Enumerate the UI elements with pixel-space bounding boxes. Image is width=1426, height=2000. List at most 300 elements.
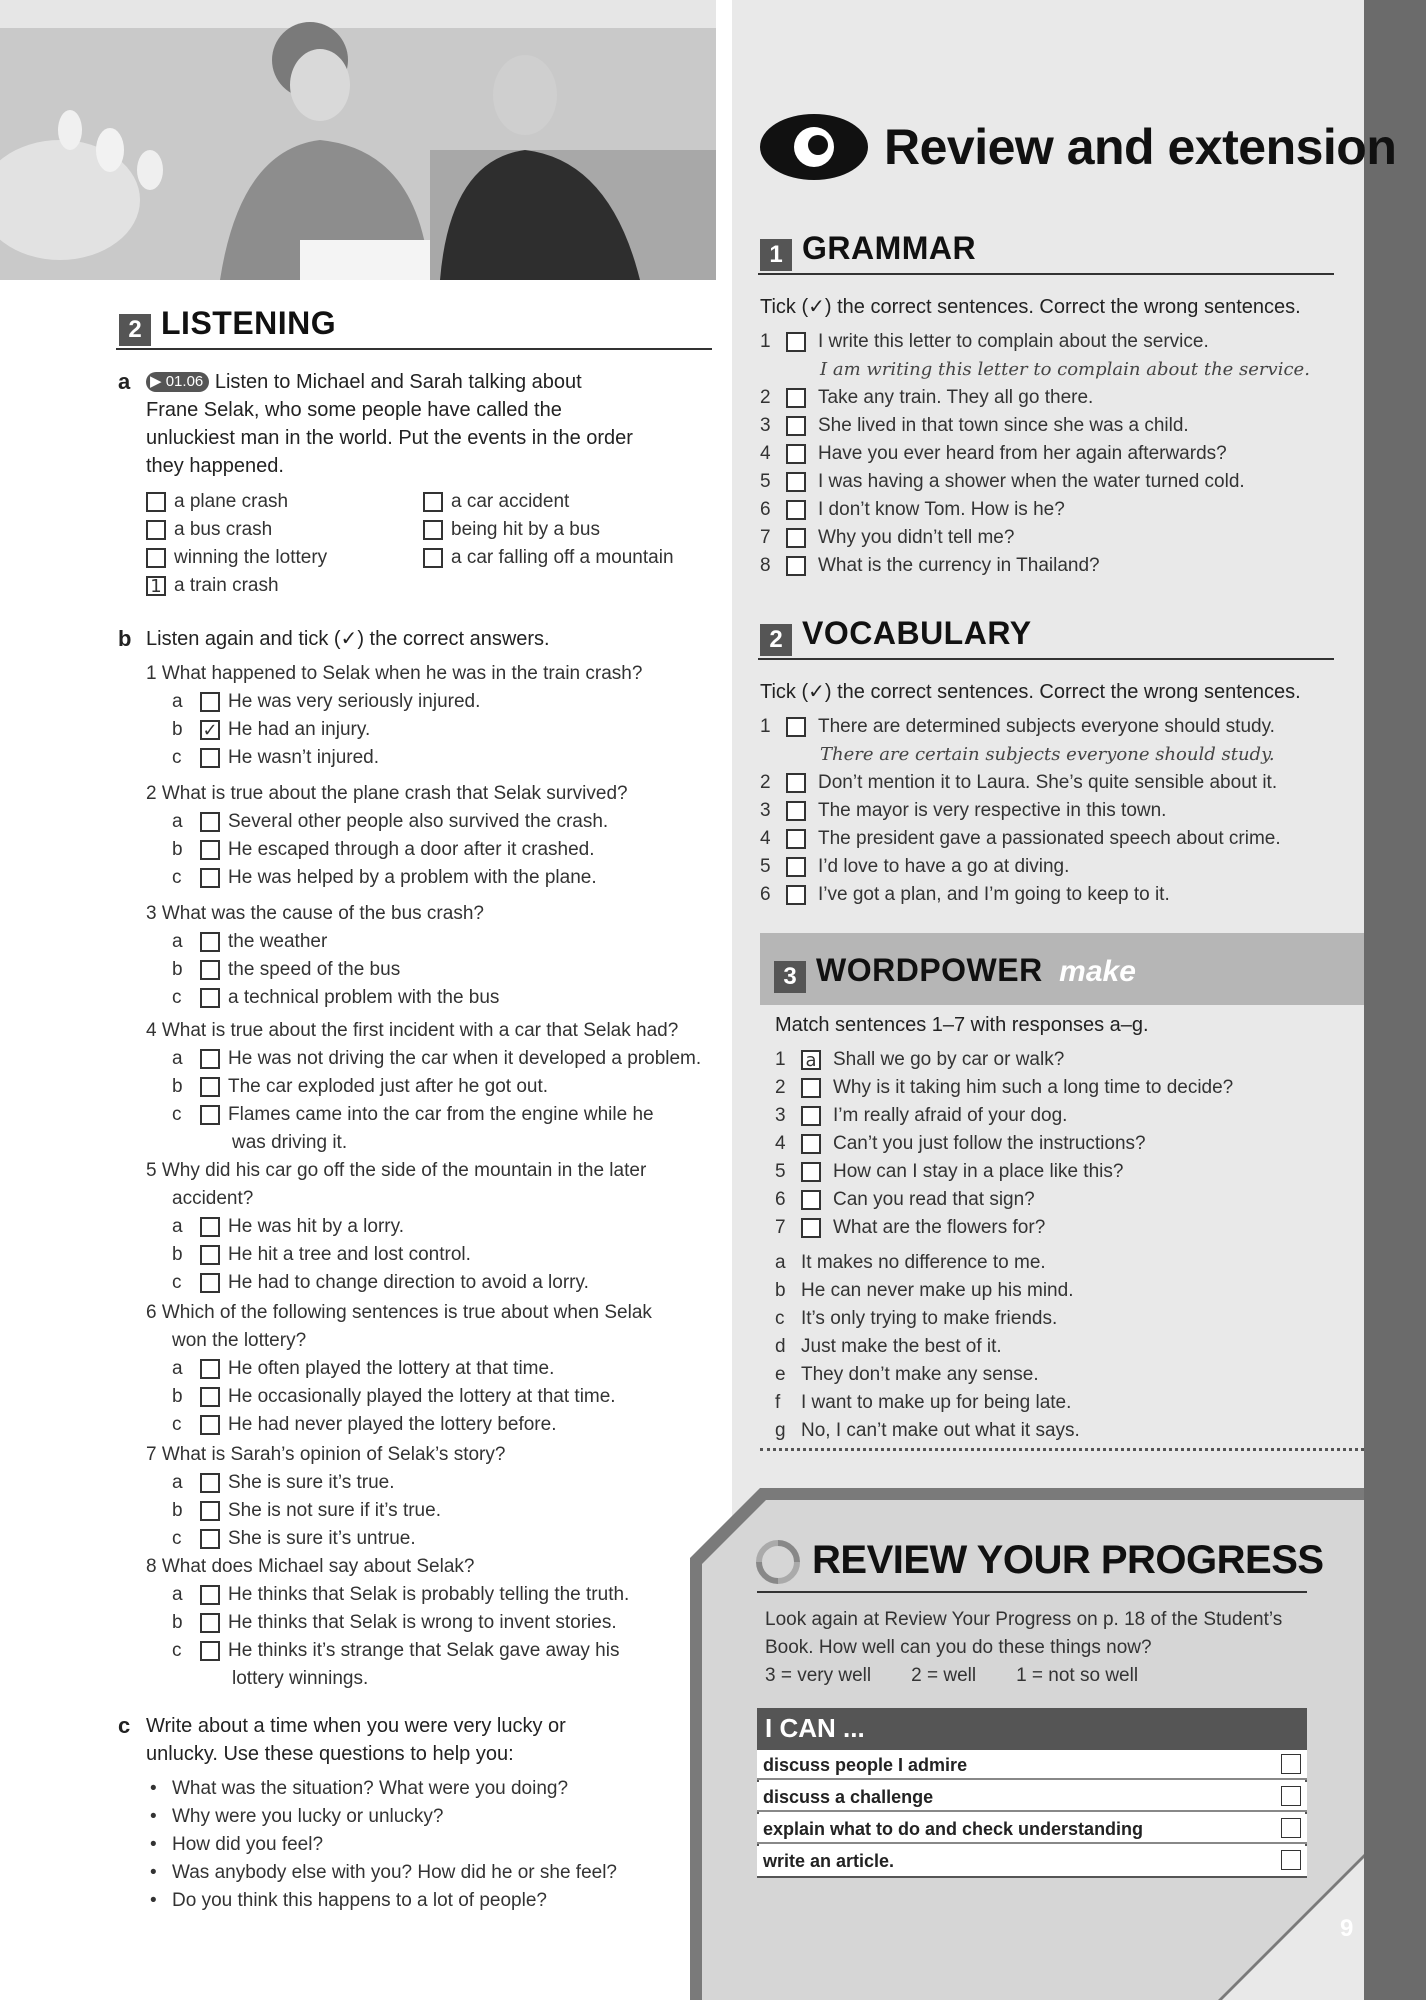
answer-checkbox[interactable] [786, 857, 806, 877]
item-number: 5 [760, 856, 771, 877]
sentence-text: The mayor is very respective in this town. [818, 800, 1167, 821]
sentence-item [760, 825, 1281, 853]
answer-option [172, 1073, 548, 1101]
section-rule [758, 658, 1334, 660]
option-text: He occasionally played the lottery at that time. [228, 1386, 616, 1407]
response-item [775, 1249, 1046, 1277]
event-item [423, 516, 600, 544]
answer-checkbox[interactable] [786, 829, 806, 849]
question-text: 2 What is true about the plane crash that Selak survived? [146, 783, 628, 804]
answer-option [172, 1469, 395, 1497]
answer-option [172, 928, 327, 956]
answer-checkbox[interactable] [786, 332, 806, 352]
response-letter: d [775, 1336, 786, 1357]
item-number: 4 [760, 828, 771, 849]
ican-item [757, 1814, 1307, 1844]
sentence-text: What is the currency in Thailand? [818, 555, 1100, 576]
section-number: 2 [760, 624, 792, 656]
sentence-text: Why you didn’t tell me? [818, 527, 1015, 548]
bullet-icon: • [150, 1862, 157, 1883]
section-rule [116, 348, 712, 350]
refresh-icon [753, 1537, 803, 1592]
answer-checkbox[interactable]: ✓ [200, 720, 220, 740]
answer-option [172, 1525, 416, 1553]
event-text: a car falling off a mountain [451, 547, 674, 568]
event-text: a car accident [451, 491, 570, 512]
answer-checkbox[interactable] [786, 556, 806, 576]
event-item [146, 516, 272, 544]
sentence-item [760, 881, 1170, 909]
answer-option [172, 1383, 616, 1411]
option-text: He hit a tree and lost control. [228, 1244, 471, 1265]
answer-option [172, 744, 379, 772]
answer-box[interactable]: a [801, 1050, 821, 1070]
sentence-item [760, 524, 1014, 552]
response-letter: g [775, 1420, 786, 1441]
answer-checkbox[interactable] [200, 812, 220, 832]
match-item [775, 1130, 1146, 1158]
answer-checkbox[interactable] [200, 1613, 220, 1633]
answer-option [172, 1637, 619, 1665]
answer-box[interactable] [801, 1078, 821, 1098]
ican-item [757, 1846, 1307, 1876]
question-text: 7 What is Sarah’s opinion of Selak’s story? [146, 1444, 506, 1465]
option-text: He had to change direction to avoid a lorry. [228, 1272, 589, 1293]
ican-item [757, 1782, 1307, 1812]
option-letter: a [172, 691, 183, 712]
sentence-text: How can I stay in a place like this? [833, 1161, 1124, 1182]
audio-badge[interactable]: ▶ 01.06 [146, 372, 209, 392]
answer-checkbox[interactable] [200, 1501, 220, 1521]
answer-checkbox[interactable] [786, 528, 806, 548]
option-letter: b [172, 1076, 183, 1097]
event-item [423, 488, 569, 516]
option-letter: b [172, 1386, 183, 1407]
item-number: 8 [760, 555, 771, 576]
option-text: He thinks that Selak is probably telling the truth. [228, 1584, 630, 1605]
review-header [758, 112, 870, 182]
bullet-text: Was anybody else with you? How did he or she feel? [172, 1862, 617, 1883]
answer-option [172, 1609, 617, 1637]
answer-box[interactable] [801, 1162, 821, 1182]
answer-box[interactable] [801, 1218, 821, 1238]
option-letter: a [172, 1472, 183, 1493]
sentence-text: There are determined subjects everyone should study. [818, 716, 1275, 737]
sentence-text: I’m really afraid of your dog. [833, 1105, 1068, 1126]
item-number: 2 [760, 772, 771, 793]
question-text: 3 What was the cause of the bus crash? [146, 903, 484, 924]
item-number: 5 [760, 471, 771, 492]
part-a-instruction: ▶ 01.06 Listen to Michael and Sarah talking about Frane Selak, who some people have called the unluckiest man in the world. Put the events in the order they happened. [146, 371, 633, 477]
option-text: He thinks that Selak is wrong to invent stories. [228, 1612, 617, 1633]
match-item [775, 1186, 1035, 1214]
answer-checkbox[interactable] [200, 1077, 220, 1097]
answer-option [172, 1269, 589, 1297]
answer-checkbox[interactable] [200, 1217, 220, 1237]
vocabulary-heading [760, 615, 1032, 656]
sentence-item [760, 496, 1065, 524]
match-item [775, 1158, 1123, 1186]
answer-checkbox[interactable] [200, 1049, 220, 1069]
ican-checkbox[interactable] [1281, 1754, 1301, 1774]
section-rule [758, 273, 1334, 275]
bullet-icon: • [150, 1806, 157, 1827]
match-item [775, 1046, 1064, 1074]
answer-option [172, 1411, 556, 1439]
play-icon: ▶ [150, 373, 162, 390]
answer-checkbox[interactable] [423, 520, 443, 540]
answer-checkbox[interactable] [200, 1105, 220, 1125]
event-text: a bus crash [174, 519, 273, 540]
item-number: 7 [775, 1217, 786, 1238]
option-letter: c [172, 747, 182, 768]
option-letter: b [172, 839, 183, 860]
answer-checkbox[interactable] [200, 1641, 220, 1661]
sentence-text: I’d love to have a go at diving. [818, 856, 1070, 877]
option-text: He was not driving the car when it developed a problem. [228, 1048, 702, 1069]
option-text: She is not sure if it’s true. [228, 1500, 441, 1521]
option-letter: c [172, 1104, 182, 1125]
answer-checkbox[interactable] [200, 960, 220, 980]
answer-checkbox[interactable] [200, 748, 220, 768]
section-title: VOCABULARY [802, 615, 1032, 651]
sentence-item [760, 797, 1166, 825]
wordpower-word: make [1059, 955, 1136, 988]
option-text: He was very seriously injured. [228, 691, 481, 712]
answer-checkbox[interactable] [200, 932, 220, 952]
option-letter: b [172, 1500, 183, 1521]
answer-checkbox[interactable] [200, 868, 220, 888]
answer-checkbox[interactable] [146, 548, 166, 568]
option-text: He wasn’t injured. [228, 747, 380, 768]
bullet-icon: • [150, 1834, 157, 1855]
event-item [146, 488, 288, 516]
answer-option [172, 716, 370, 744]
ican-header: I CAN ... [757, 1708, 1307, 1748]
progress-scale: 3 = very well 2 = well 1 = not so well [765, 1665, 1139, 1686]
question-text: 5 Why did his car go off the side of the mountain in the later [146, 1160, 647, 1181]
item-number: 4 [760, 443, 771, 464]
item-number: 2 [775, 1077, 786, 1098]
sentence-text: Can’t you just follow the instructions? [833, 1133, 1146, 1154]
response-item [775, 1389, 1071, 1417]
item-number: 6 [760, 884, 771, 905]
ican-checkbox[interactable] [1281, 1850, 1301, 1870]
item-number: 5 [775, 1161, 786, 1182]
response-item [775, 1333, 1002, 1361]
response-letter: b [775, 1280, 786, 1301]
option-text-cont: lottery winnings. [232, 1668, 369, 1689]
response-item [775, 1305, 1057, 1333]
section-title: GRAMMAR [802, 230, 977, 266]
option-letter: b [172, 1244, 183, 1265]
sentence-text: I don’t know Tom. How is he? [818, 499, 1065, 520]
answer-checkbox[interactable] [786, 416, 806, 436]
response-item [775, 1361, 1039, 1389]
response-letter: e [775, 1364, 786, 1385]
wordpower-instruction: Match sentences 1–7 with responses a–g. [775, 1014, 1149, 1036]
bullet-item [150, 1803, 443, 1831]
answer-option [172, 1355, 554, 1383]
eye-logo-icon [758, 112, 870, 182]
part-b-letter: b [118, 626, 132, 651]
bullet-item [150, 1831, 323, 1859]
answer-checkbox[interactable] [200, 692, 220, 712]
option-letter: a [172, 931, 183, 952]
sentence-text: I was having a shower when the water turned cold. [818, 471, 1245, 492]
question-text: 8 What does Michael say about Selak? [146, 1556, 475, 1577]
answer-box[interactable] [801, 1190, 821, 1210]
answer-checkbox[interactable] [200, 1387, 220, 1407]
item-number: 6 [760, 499, 771, 520]
option-text: a technical problem with the bus [228, 987, 500, 1008]
option-letter: b [172, 719, 183, 740]
sentence-text: Can you read that sign? [833, 1189, 1035, 1210]
response-text: It makes no difference to me. [801, 1252, 1046, 1273]
answer-checkbox[interactable]: 1 [146, 576, 166, 596]
answer-option [172, 956, 400, 984]
ican-item [757, 1750, 1307, 1780]
section-title: WORDPOWER [816, 952, 1043, 988]
answer-checkbox[interactable] [786, 801, 806, 821]
sentence-text: I’ve got a plan, and I’m going to keep to it. [818, 884, 1170, 905]
event-item [146, 544, 327, 572]
answer-checkbox[interactable] [200, 1273, 220, 1293]
part-c-instruction: Write about a time when you were very lucky or unlucky. Use these questions to help you: [146, 1715, 566, 1765]
answer-option [172, 1581, 629, 1609]
response-text: He can never make up his mind. [801, 1280, 1074, 1301]
progress-title: REVIEW YOUR PROGRESS [812, 1538, 1324, 1582]
option-letter: c [172, 1640, 182, 1661]
option-text: The car exploded just after he got out. [228, 1076, 549, 1097]
answer-option [172, 836, 595, 864]
option-text: He often played the lottery at that time. [228, 1358, 555, 1379]
option-text-cont: was driving it. [232, 1132, 348, 1153]
option-text: Several other people also survived the crash. [228, 811, 609, 832]
option-text: He had an injury. [228, 719, 371, 740]
bullet-item [150, 1887, 547, 1915]
answer-checkbox[interactable] [786, 444, 806, 464]
event-item [146, 572, 279, 600]
answer-checkbox[interactable] [786, 472, 806, 492]
answer-checkbox[interactable] [200, 1585, 220, 1605]
section-rule [757, 1591, 1307, 1593]
answer-option [172, 1241, 471, 1269]
option-text: He escaped through a door after it crashed. [228, 839, 595, 860]
response-text: They don’t make any sense. [801, 1364, 1039, 1385]
section-number: 1 [760, 239, 792, 271]
answer-option [172, 864, 597, 892]
question-text-cont: won the lottery? [172, 1330, 307, 1351]
option-letter: b [172, 1612, 183, 1633]
sentence-item [760, 769, 1277, 797]
part-c-letter: c [118, 1713, 131, 1738]
match-item [775, 1214, 1045, 1242]
item-number: 1 [760, 331, 771, 352]
sentence-text: Have you ever heard from her again afterwards? [818, 443, 1227, 464]
answer-checkbox[interactable] [200, 988, 220, 1008]
answer-checkbox[interactable] [200, 1359, 220, 1379]
item-number: 1 [775, 1049, 786, 1070]
bullet-text: Why were you lucky or unlucky? [172, 1806, 444, 1827]
answer-checkbox[interactable] [200, 1529, 220, 1549]
item-number: 3 [760, 415, 771, 436]
response-letter: a [775, 1252, 786, 1273]
answer-checkbox[interactable] [423, 492, 443, 512]
option-letter: b [172, 959, 183, 980]
answer-checkbox[interactable] [786, 773, 806, 793]
option-letter: c [172, 867, 182, 888]
response-letter: f [775, 1392, 781, 1413]
bullet-text: Do you think this happens to a lot of people? [172, 1890, 547, 1911]
event-item [423, 544, 674, 572]
option-letter: c [172, 1528, 182, 1549]
review-title: Review and extension [884, 119, 1397, 175]
response-text: It’s only trying to make friends. [801, 1308, 1058, 1329]
ican-text: write an article. [763, 1851, 895, 1871]
option-text: He thinks it’s strange that Selak gave away his [228, 1640, 620, 1661]
item-number: 2 [760, 387, 771, 408]
answer-checkbox[interactable] [200, 1245, 220, 1265]
bullet-item [150, 1775, 568, 1803]
ican-text: discuss a challenge [763, 1787, 934, 1807]
question-text: 4 What is true about the first incident with a car that Selak had? [146, 1020, 679, 1041]
ican-text: explain what to do and check understanding [763, 1819, 1144, 1839]
option-letter: a [172, 1216, 183, 1237]
event-text: a plane crash [174, 491, 289, 512]
ican-text: discuss people I admire [763, 1755, 968, 1775]
response-item [775, 1277, 1073, 1305]
sentence-text: Don’t mention it to Laura. She’s quite sensible about it. [818, 772, 1278, 793]
section-number: 2 [119, 314, 151, 346]
option-letter: c [172, 1414, 182, 1435]
answer-option [172, 688, 480, 716]
sentence-item [760, 468, 1245, 496]
sentence-item [760, 384, 1093, 412]
question-text-cont: accident? [172, 1188, 254, 1209]
option-text: He was hit by a lorry. [228, 1216, 404, 1237]
option-letter: a [172, 1358, 183, 1379]
answer-option [172, 1497, 441, 1525]
progress-text: Look again at Review Your Progress on p. 18 of the Student’s Book. How well can you do these things now? [765, 1609, 1283, 1658]
sentence-item [760, 853, 1069, 881]
event-text: being hit by a bus [451, 519, 600, 540]
sentence-text: The president gave a passionated speech about crime. [818, 828, 1281, 849]
event-text: winning the lottery [174, 547, 328, 568]
option-text: the speed of the bus [228, 959, 401, 980]
ican-checkbox[interactable] [1281, 1818, 1301, 1838]
option-letter: a [172, 811, 183, 832]
bullet-text: What was the situation? What were you doing? [172, 1778, 569, 1799]
wordpower-heading [774, 952, 1136, 993]
option-text: He had never played the lottery before. [228, 1414, 557, 1435]
bullet-icon: • [150, 1778, 157, 1799]
response-letter: c [775, 1308, 785, 1329]
response-item [775, 1417, 1080, 1445]
page-number: 9 [1340, 1915, 1354, 1942]
question-text: 6 Which of the following sentences is true about when Selak [146, 1302, 652, 1323]
question-text: 1 What happened to Selak when he was in the train crash? [146, 663, 643, 684]
sentence-text: What are the flowers for? [833, 1217, 1046, 1238]
answer-option [172, 984, 499, 1012]
option-letter: a [172, 1584, 183, 1605]
answer-option [172, 1101, 654, 1129]
answer-checkbox[interactable] [200, 840, 220, 860]
sentence-item [760, 440, 1227, 468]
sentence-item [760, 552, 1100, 580]
option-letter: c [172, 1272, 182, 1293]
edge-strip [1364, 0, 1426, 2000]
part-a-letter: a [118, 369, 131, 394]
grammar-heading [760, 230, 976, 271]
item-number: 3 [775, 1105, 786, 1126]
item-number: 4 [775, 1133, 786, 1154]
answer-box[interactable] [801, 1134, 821, 1154]
sentence-text: She lived in that town since she was a child. [818, 415, 1189, 436]
sentence-item [760, 713, 1275, 741]
answer-box[interactable] [801, 1106, 821, 1126]
response-text: Just make the best of it. [801, 1336, 1002, 1357]
answer-checkbox[interactable] [146, 492, 166, 512]
option-text: She is sure it’s true. [228, 1472, 395, 1493]
bullet-item [150, 1859, 617, 1887]
answer-option [172, 1045, 701, 1073]
response-text: No, I can’t make out what it says. [801, 1420, 1080, 1441]
ican-checkbox[interactable] [1281, 1786, 1301, 1806]
response-text: I want to make up for being late. [801, 1392, 1072, 1413]
answer-option [172, 808, 608, 836]
sentence-text: Shall we go by car or walk? [833, 1049, 1065, 1070]
item-number: 3 [760, 800, 771, 821]
option-text: She is sure it’s untrue. [228, 1528, 416, 1549]
sentence-text: Why is it taking him such a long time to decide? [833, 1077, 1234, 1098]
answer-checkbox[interactable] [786, 885, 806, 905]
dotted-divider [760, 1448, 1364, 1451]
item-number: 1 [760, 716, 771, 737]
section-title: LISTENING [161, 305, 337, 341]
option-letter: a [172, 1048, 183, 1069]
sentence-item [760, 328, 1209, 356]
sentence-item [760, 412, 1189, 440]
grammar-instruction: Tick (✓) the correct sentences. Correct the wrong sentences. [760, 296, 1301, 318]
answer-checkbox[interactable] [786, 388, 806, 408]
sentence-text: I write this letter to complain about the service. [818, 331, 1209, 352]
bullet-icon: • [150, 1890, 157, 1911]
match-item [775, 1102, 1067, 1130]
answer-checkbox[interactable] [786, 717, 806, 737]
match-item [775, 1074, 1233, 1102]
sentence-text: Take any train. They all go there. [818, 387, 1094, 408]
answer-checkbox[interactable] [786, 500, 806, 520]
answer-checkbox[interactable] [200, 1473, 220, 1493]
answer-checkbox[interactable] [146, 520, 166, 540]
option-letter: c [172, 987, 182, 1008]
listening-heading [119, 305, 336, 346]
option-text: Flames came into the car from the engine while he [228, 1104, 654, 1125]
answer-option [172, 1213, 404, 1241]
correction-text: I am writing this letter to complain about the service. [820, 359, 1310, 380]
option-text: the weather [228, 931, 328, 952]
part-b-instruction: Listen again and tick (✓) the correct answers. [146, 628, 550, 650]
section-number: 3 [774, 961, 806, 993]
couple-photo [0, 0, 716, 280]
item-number: 6 [775, 1189, 786, 1210]
option-text: He was helped by a problem with the plane. [228, 867, 597, 888]
event-text: a train crash [174, 575, 279, 596]
correction-text: There are certain subjects everyone should study. [820, 744, 1275, 765]
answer-checkbox[interactable] [423, 548, 443, 568]
answer-checkbox[interactable] [200, 1415, 220, 1435]
